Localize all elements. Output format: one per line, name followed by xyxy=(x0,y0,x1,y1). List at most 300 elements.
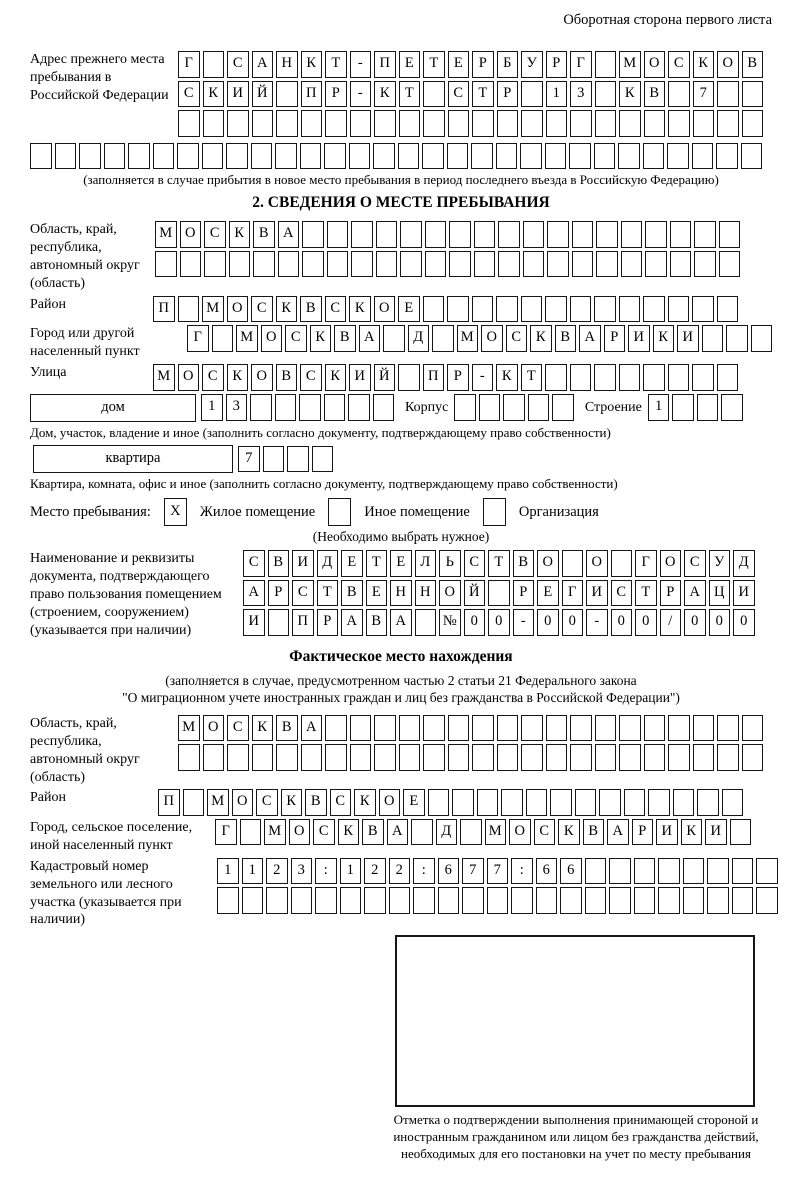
char-box[interactable]: И xyxy=(227,81,249,108)
char-box[interactable] xyxy=(374,744,396,771)
char-box[interactable]: О xyxy=(509,819,531,846)
char-box[interactable] xyxy=(315,887,337,914)
char-box[interactable]: В xyxy=(268,550,290,577)
char-box[interactable]: У xyxy=(709,550,731,577)
char-box[interactable] xyxy=(643,364,665,391)
char-box[interactable] xyxy=(328,498,351,526)
char-box[interactable] xyxy=(340,887,362,914)
char-box[interactable] xyxy=(697,394,719,421)
char-box[interactable]: 3 xyxy=(291,858,313,885)
char-box[interactable]: К xyxy=(203,81,225,108)
char-box[interactable]: Й xyxy=(374,364,396,391)
char-box[interactable]: М xyxy=(457,325,479,352)
char-box[interactable] xyxy=(521,744,543,771)
char-box[interactable] xyxy=(751,325,773,352)
char-box[interactable]: : xyxy=(413,858,435,885)
char-box[interactable] xyxy=(595,51,617,78)
char-box[interactable] xyxy=(570,715,592,742)
char-box[interactable] xyxy=(327,251,349,278)
char-box[interactable]: Е xyxy=(448,51,470,78)
char-box[interactable]: Т xyxy=(423,51,445,78)
char-box[interactable] xyxy=(726,325,748,352)
char-box[interactable] xyxy=(483,498,506,526)
char-box[interactable] xyxy=(398,364,420,391)
char-box[interactable] xyxy=(177,143,199,170)
char-box[interactable]: Р xyxy=(513,580,535,607)
char-box[interactable] xyxy=(670,221,692,248)
char-box[interactable] xyxy=(717,364,739,391)
char-box[interactable] xyxy=(374,110,396,137)
char-box[interactable] xyxy=(153,143,175,170)
char-box[interactable]: 6 xyxy=(560,858,582,885)
char-box[interactable]: П xyxy=(423,364,445,391)
char-box[interactable]: Г xyxy=(215,819,237,846)
char-box[interactable]: Т xyxy=(521,364,543,391)
char-box[interactable]: № xyxy=(439,609,461,636)
char-box[interactable] xyxy=(643,143,665,170)
char-box[interactable] xyxy=(717,744,739,771)
char-box[interactable] xyxy=(585,858,607,885)
char-box[interactable] xyxy=(596,251,618,278)
char-box[interactable]: Т xyxy=(325,51,347,78)
char-box[interactable] xyxy=(611,550,633,577)
char-box[interactable] xyxy=(707,858,729,885)
char-box[interactable] xyxy=(242,887,264,914)
char-box[interactable] xyxy=(668,364,690,391)
char-box[interactable]: В xyxy=(341,580,363,607)
char-box[interactable]: В xyxy=(644,81,666,108)
char-box[interactable] xyxy=(449,251,471,278)
char-box[interactable]: Г xyxy=(635,550,657,577)
char-box[interactable] xyxy=(702,325,724,352)
char-box[interactable] xyxy=(217,887,239,914)
char-box[interactable] xyxy=(730,819,752,846)
char-box[interactable]: У xyxy=(521,51,543,78)
char-box[interactable] xyxy=(550,789,572,816)
char-box[interactable] xyxy=(742,715,764,742)
char-box[interactable] xyxy=(520,143,542,170)
char-box[interactable]: 6 xyxy=(536,858,558,885)
char-box[interactable]: С xyxy=(204,221,226,248)
char-box[interactable]: 0 xyxy=(488,609,510,636)
char-box[interactable] xyxy=(423,110,445,137)
char-box[interactable]: Н xyxy=(415,580,437,607)
char-box[interactable] xyxy=(596,221,618,248)
char-box[interactable]: Р xyxy=(660,580,682,607)
char-box[interactable]: К xyxy=(530,325,552,352)
char-box[interactable] xyxy=(683,858,705,885)
char-box[interactable]: О xyxy=(180,221,202,248)
char-box[interactable]: С xyxy=(448,81,470,108)
char-box[interactable]: X xyxy=(164,498,187,526)
char-box[interactable]: Е xyxy=(403,789,425,816)
char-box[interactable] xyxy=(668,110,690,137)
char-box[interactable] xyxy=(350,110,372,137)
char-box[interactable] xyxy=(673,789,695,816)
char-box[interactable]: О xyxy=(439,580,461,607)
char-box[interactable] xyxy=(183,789,205,816)
char-box[interactable]: Г xyxy=(562,580,584,607)
char-box[interactable] xyxy=(452,789,474,816)
char-box[interactable] xyxy=(350,744,372,771)
char-box[interactable] xyxy=(204,251,226,278)
char-box[interactable]: Р xyxy=(472,51,494,78)
char-box[interactable] xyxy=(423,296,445,323)
char-box[interactable]: К xyxy=(338,819,360,846)
char-box[interactable] xyxy=(226,143,248,170)
char-box[interactable] xyxy=(376,221,398,248)
char-box[interactable]: Г xyxy=(178,51,200,78)
char-box[interactable]: М xyxy=(178,715,200,742)
char-box[interactable] xyxy=(547,221,569,248)
char-box[interactable]: А xyxy=(359,325,381,352)
char-box[interactable]: М xyxy=(236,325,258,352)
char-box[interactable]: Р xyxy=(604,325,626,352)
char-box[interactable]: С xyxy=(256,789,278,816)
char-box[interactable]: 6 xyxy=(438,858,460,885)
char-box[interactable]: А xyxy=(607,819,629,846)
char-box[interactable] xyxy=(595,715,617,742)
char-box[interactable]: А xyxy=(301,715,323,742)
char-box[interactable] xyxy=(263,446,285,473)
char-box[interactable] xyxy=(448,744,470,771)
char-box[interactable]: О xyxy=(203,715,225,742)
char-box[interactable] xyxy=(324,143,346,170)
char-box[interactable] xyxy=(287,446,309,473)
char-box[interactable]: В xyxy=(742,51,764,78)
char-box[interactable] xyxy=(413,887,435,914)
char-box[interactable]: А xyxy=(252,51,274,78)
char-box[interactable] xyxy=(55,143,77,170)
char-box[interactable] xyxy=(389,887,411,914)
char-box[interactable] xyxy=(415,609,437,636)
char-box[interactable]: Е xyxy=(390,550,412,577)
char-box[interactable]: К xyxy=(252,715,274,742)
char-box[interactable] xyxy=(619,715,641,742)
char-box[interactable]: И xyxy=(243,609,265,636)
char-box[interactable] xyxy=(545,143,567,170)
char-box[interactable]: Р xyxy=(268,580,290,607)
char-box[interactable]: К xyxy=(653,325,675,352)
char-box[interactable]: - xyxy=(513,609,535,636)
char-box[interactable]: 1 xyxy=(340,858,362,885)
char-box[interactable]: : xyxy=(511,858,533,885)
char-box[interactable]: О xyxy=(644,51,666,78)
char-box[interactable] xyxy=(312,446,334,473)
char-box[interactable] xyxy=(240,819,262,846)
char-box[interactable]: Л xyxy=(415,550,437,577)
char-box[interactable]: С xyxy=(506,325,528,352)
char-box[interactable] xyxy=(570,744,592,771)
char-box[interactable]: 1 xyxy=(648,394,670,421)
char-box[interactable]: О xyxy=(261,325,283,352)
char-box[interactable] xyxy=(325,110,347,137)
char-box[interactable] xyxy=(472,715,494,742)
char-box[interactable] xyxy=(276,744,298,771)
char-box[interactable]: В xyxy=(276,715,298,742)
char-box[interactable] xyxy=(350,715,372,742)
char-box[interactable]: О xyxy=(660,550,682,577)
char-box[interactable]: И xyxy=(586,580,608,607)
char-box[interactable] xyxy=(251,143,273,170)
char-box[interactable] xyxy=(104,143,126,170)
char-box[interactable] xyxy=(643,296,665,323)
char-box[interactable]: С xyxy=(285,325,307,352)
char-box[interactable]: С xyxy=(313,819,335,846)
char-box[interactable] xyxy=(423,81,445,108)
char-box[interactable] xyxy=(521,296,543,323)
char-box[interactable]: Н xyxy=(390,580,412,607)
char-box[interactable] xyxy=(268,609,290,636)
char-box[interactable]: О xyxy=(537,550,559,577)
char-box[interactable]: 1 xyxy=(201,394,223,421)
char-box[interactable] xyxy=(560,887,582,914)
char-box[interactable] xyxy=(575,789,597,816)
char-box[interactable] xyxy=(252,110,274,137)
char-box[interactable] xyxy=(595,110,617,137)
char-box[interactable] xyxy=(422,143,444,170)
char-box[interactable]: В xyxy=(513,550,535,577)
char-box[interactable]: Р xyxy=(632,819,654,846)
char-box[interactable] xyxy=(526,789,548,816)
char-box[interactable]: Е xyxy=(537,580,559,607)
char-box[interactable] xyxy=(528,394,550,421)
char-box[interactable]: К xyxy=(301,51,323,78)
char-box[interactable] xyxy=(719,221,741,248)
char-box[interactable] xyxy=(203,744,225,771)
char-box[interactable] xyxy=(536,887,558,914)
char-box[interactable] xyxy=(227,744,249,771)
char-box[interactable]: И xyxy=(656,819,678,846)
char-box[interactable]: 0 xyxy=(464,609,486,636)
char-box[interactable] xyxy=(373,143,395,170)
char-box[interactable]: Т xyxy=(488,550,510,577)
char-box[interactable] xyxy=(756,887,778,914)
char-box[interactable]: 0 xyxy=(684,609,706,636)
char-box[interactable] xyxy=(349,143,371,170)
char-box[interactable] xyxy=(364,887,386,914)
char-box[interactable]: В xyxy=(300,296,322,323)
char-box[interactable]: К xyxy=(276,296,298,323)
char-box[interactable]: А xyxy=(341,609,363,636)
char-box[interactable]: С xyxy=(330,789,352,816)
char-box[interactable] xyxy=(624,789,646,816)
char-box[interactable] xyxy=(609,887,631,914)
char-box[interactable]: Д xyxy=(733,550,755,577)
char-box[interactable] xyxy=(497,110,519,137)
char-box[interactable] xyxy=(742,81,764,108)
char-box[interactable] xyxy=(599,789,621,816)
char-box[interactable] xyxy=(472,744,494,771)
char-box[interactable] xyxy=(521,110,543,137)
char-box[interactable]: О xyxy=(232,789,254,816)
char-box[interactable] xyxy=(594,364,616,391)
char-box[interactable] xyxy=(302,251,324,278)
char-box[interactable] xyxy=(425,251,447,278)
char-box[interactable] xyxy=(30,143,52,170)
char-box[interactable]: В xyxy=(276,364,298,391)
char-box[interactable] xyxy=(447,296,469,323)
char-box[interactable]: М xyxy=(485,819,507,846)
char-box[interactable]: О xyxy=(481,325,503,352)
char-box[interactable] xyxy=(692,143,714,170)
char-box[interactable] xyxy=(523,251,545,278)
residence-type-checkbox-org[interactable] xyxy=(483,498,506,526)
char-box[interactable]: 3 xyxy=(226,394,248,421)
char-box[interactable] xyxy=(178,744,200,771)
char-box[interactable] xyxy=(683,887,705,914)
char-box[interactable]: 2 xyxy=(389,858,411,885)
char-box[interactable] xyxy=(619,110,641,137)
char-box[interactable]: Ц xyxy=(709,580,731,607)
char-box[interactable] xyxy=(742,744,764,771)
char-box[interactable]: И xyxy=(349,364,371,391)
char-box[interactable]: Е xyxy=(398,296,420,323)
char-box[interactable] xyxy=(741,143,763,170)
char-box[interactable] xyxy=(717,296,739,323)
char-box[interactable] xyxy=(449,221,471,248)
char-box[interactable] xyxy=(547,251,569,278)
char-box[interactable] xyxy=(252,744,274,771)
char-box[interactable] xyxy=(376,251,398,278)
char-box[interactable]: Е xyxy=(399,51,421,78)
char-box[interactable] xyxy=(693,715,715,742)
char-box[interactable]: С xyxy=(227,715,249,742)
char-box[interactable] xyxy=(645,221,667,248)
char-box[interactable] xyxy=(511,887,533,914)
char-box[interactable]: Т xyxy=(635,580,657,607)
char-box[interactable] xyxy=(477,789,499,816)
char-box[interactable]: С xyxy=(684,550,706,577)
char-box[interactable] xyxy=(668,744,690,771)
char-box[interactable]: П xyxy=(301,81,323,108)
char-box[interactable] xyxy=(546,110,568,137)
char-box[interactable] xyxy=(325,744,347,771)
char-box[interactable] xyxy=(454,394,476,421)
char-box[interactable] xyxy=(609,858,631,885)
char-box[interactable]: В xyxy=(583,819,605,846)
char-box[interactable] xyxy=(300,143,322,170)
char-box[interactable] xyxy=(438,887,460,914)
char-box[interactable]: В xyxy=(555,325,577,352)
char-box[interactable]: К xyxy=(310,325,332,352)
char-box[interactable] xyxy=(618,143,640,170)
char-box[interactable]: С xyxy=(243,550,265,577)
char-box[interactable]: А xyxy=(243,580,265,607)
char-box[interactable]: 0 xyxy=(733,609,755,636)
char-box[interactable] xyxy=(717,81,739,108)
char-box[interactable]: Т xyxy=(317,580,339,607)
char-box[interactable] xyxy=(301,110,323,137)
char-box[interactable] xyxy=(351,221,373,248)
char-box[interactable]: 2 xyxy=(266,858,288,885)
char-box[interactable]: М xyxy=(619,51,641,78)
char-box[interactable] xyxy=(595,744,617,771)
char-box[interactable]: П xyxy=(158,789,180,816)
char-box[interactable] xyxy=(697,789,719,816)
char-box[interactable] xyxy=(501,789,523,816)
char-box[interactable] xyxy=(672,394,694,421)
char-box[interactable] xyxy=(472,296,494,323)
char-box[interactable]: С xyxy=(202,364,224,391)
char-box[interactable] xyxy=(644,744,666,771)
char-box[interactable] xyxy=(692,364,714,391)
char-box[interactable] xyxy=(693,110,715,137)
char-box[interactable] xyxy=(423,715,445,742)
char-box[interactable] xyxy=(719,251,741,278)
char-box[interactable] xyxy=(432,325,454,352)
char-box[interactable] xyxy=(619,296,641,323)
char-box[interactable]: Р xyxy=(447,364,469,391)
char-box[interactable]: М xyxy=(202,296,224,323)
char-box[interactable]: А xyxy=(387,819,409,846)
char-box[interactable]: Г xyxy=(187,325,209,352)
char-box[interactable] xyxy=(545,296,567,323)
char-box[interactable]: К xyxy=(619,81,641,108)
char-box[interactable] xyxy=(634,858,656,885)
char-box[interactable]: П xyxy=(292,609,314,636)
char-box[interactable]: В xyxy=(334,325,356,352)
char-box[interactable] xyxy=(668,715,690,742)
char-box[interactable]: К xyxy=(558,819,580,846)
char-box[interactable] xyxy=(155,251,177,278)
char-box[interactable]: Д xyxy=(436,819,458,846)
char-box[interactable] xyxy=(291,887,313,914)
residence-type-checkbox-zhiloe[interactable] xyxy=(164,498,187,526)
char-box[interactable]: А xyxy=(390,609,412,636)
char-box[interactable] xyxy=(487,887,509,914)
char-box[interactable]: С xyxy=(251,296,273,323)
char-box[interactable] xyxy=(621,251,643,278)
char-box[interactable] xyxy=(398,143,420,170)
char-box[interactable] xyxy=(572,251,594,278)
char-box[interactable]: О xyxy=(178,364,200,391)
char-box[interactable]: О xyxy=(717,51,739,78)
char-box[interactable]: И xyxy=(677,325,699,352)
char-box[interactable] xyxy=(621,221,643,248)
char-box[interactable] xyxy=(721,394,743,421)
char-box[interactable] xyxy=(400,251,422,278)
char-box[interactable] xyxy=(692,296,714,323)
char-box[interactable]: С xyxy=(178,81,200,108)
char-box[interactable] xyxy=(373,394,395,421)
char-box[interactable]: 0 xyxy=(537,609,559,636)
char-box[interactable] xyxy=(570,110,592,137)
char-box[interactable] xyxy=(203,110,225,137)
char-box[interactable]: И xyxy=(733,580,755,607)
char-box[interactable] xyxy=(278,251,300,278)
char-box[interactable] xyxy=(474,221,496,248)
char-box[interactable] xyxy=(423,744,445,771)
char-box[interactable] xyxy=(325,715,347,742)
char-box[interactable] xyxy=(716,143,738,170)
char-box[interactable]: С xyxy=(292,580,314,607)
char-box[interactable]: С xyxy=(300,364,322,391)
char-box[interactable]: С xyxy=(534,819,556,846)
char-box[interactable] xyxy=(253,251,275,278)
char-box[interactable]: - xyxy=(586,609,608,636)
char-box[interactable] xyxy=(374,715,396,742)
char-box[interactable] xyxy=(594,296,616,323)
char-box[interactable] xyxy=(644,110,666,137)
char-box[interactable] xyxy=(521,81,543,108)
char-box[interactable]: Р xyxy=(497,81,519,108)
char-box[interactable]: С xyxy=(611,580,633,607)
char-box[interactable] xyxy=(180,251,202,278)
char-box[interactable] xyxy=(546,715,568,742)
residence-type-checkbox-inoe[interactable] xyxy=(328,498,351,526)
char-box[interactable] xyxy=(275,143,297,170)
